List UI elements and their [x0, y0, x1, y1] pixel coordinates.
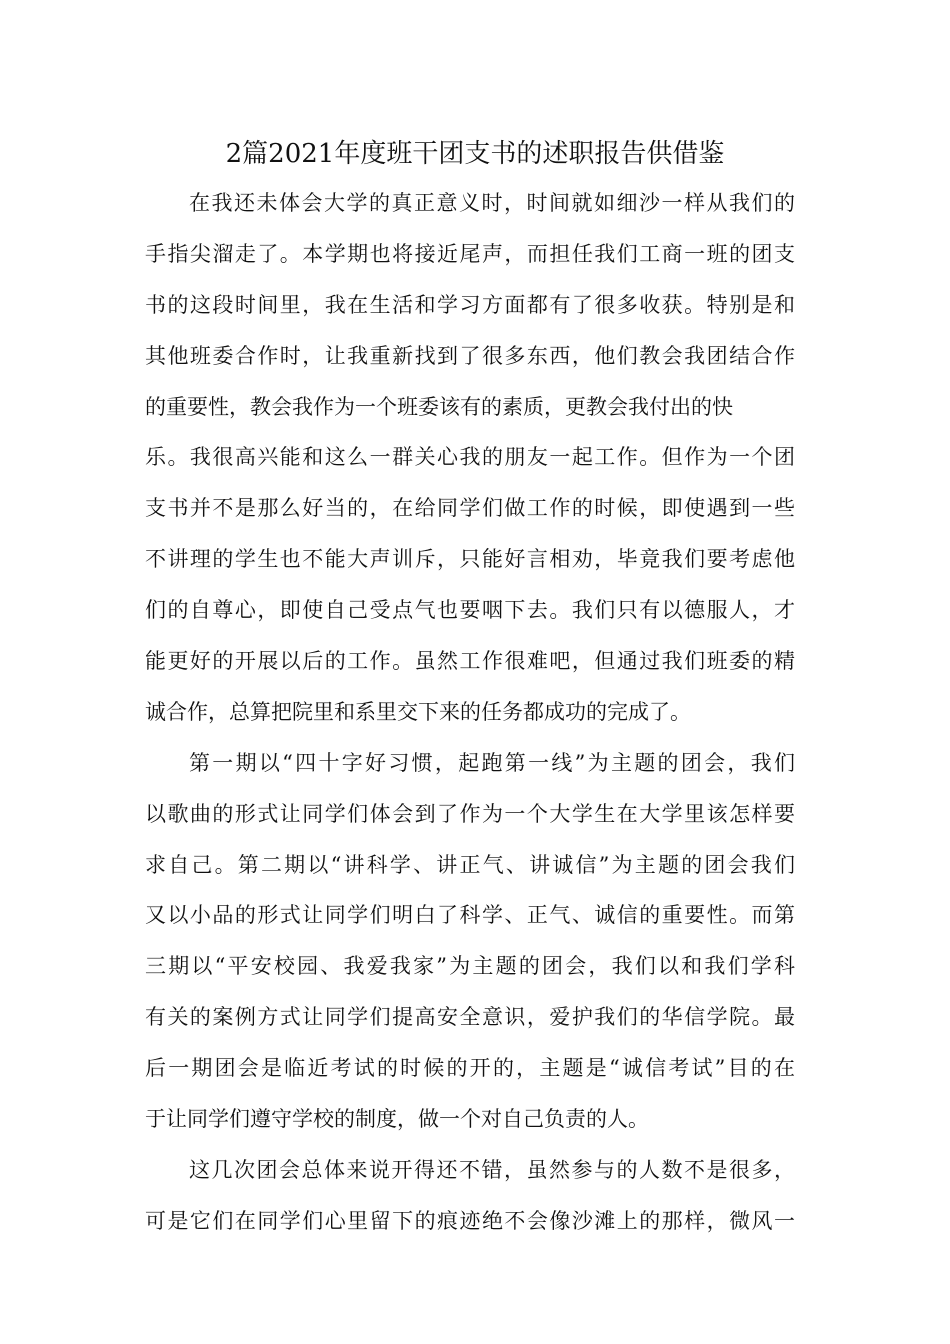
paragraph-line: 其他班委合作时，让我重新找到了很多东西，他们教会我团结合作 [145, 343, 795, 368]
paragraph-line: 有关的案例方式让同学们提高安全意识，爱护我们的华信学院。最 [145, 1005, 795, 1030]
paragraph-line: 第一期以“四十字好习惯，起跑第一线”为主题的团会，我们 [189, 750, 795, 775]
paragraph-line: 们的自尊心，即使自己受点气也要咽下去。我们只有以德服人，才 [145, 598, 795, 623]
paragraph-line: 的重要性，教会我作为一个班委该有的素质，更教会我付出的快 [145, 394, 733, 419]
paragraph-3 [145, 1145, 795, 1247]
paragraph-line: 书的这段时间里，我在生活和学习方面都有了很多收获。特别是和 [145, 292, 795, 317]
paragraph-line: 后一期团会是临近考试的时候的开的，主题是“诚信考试”目的在 [145, 1056, 795, 1081]
paragraph-line: 又以小品的形式让同学们明白了科学、正气、诚信的重要性。而第 [145, 903, 795, 928]
paragraph-line: 在我还未体会大学的真正意义时，时间就如细沙一样从我们的 [189, 191, 795, 215]
document-body [145, 178, 795, 1247]
paragraph-line: 求自己。第二期以“讲科学、讲正气、讲诚信”为主题的团会我们 [145, 852, 795, 877]
paragraph-line: 诚合作，总算把院里和系里交下来的任务都成功的完成了。 [145, 699, 691, 724]
paragraph-line: 支书并不是那么好当的，在给同学们做工作的时候，即使遇到一些 [145, 496, 795, 521]
paragraph-line: 三期以“平安校园、我爱我家”为主题的团会，我们以和我们学科 [145, 954, 795, 979]
paragraph-line: 这几次团会总体来说开得还不错，虽然参与的人数不是很多， [189, 1157, 795, 1182]
document-title: 2篇2021年度班干团支书的述职报告供借鉴 [225, 139, 725, 169]
paragraph-line: 以歌曲的形式让同学们体会到了作为一个大学生在大学里该怎样要 [145, 801, 795, 826]
paragraph-1 [145, 178, 795, 738]
paragraph-line: 乐。我很高兴能和这么一群关心我的朋友一起工作。但作为一个团 [145, 445, 795, 470]
paragraph-line: 不讲理的学生也不能大声训斥，只能好言相劝，毕竟我们要考虑他 [145, 547, 795, 572]
paragraph-line: 能更好的开展以后的工作。虽然工作很难吧，但通过我们班委的精 [145, 649, 795, 674]
paragraph-line: 可是它们在同学们心里留下的痕迹绝不会像沙滩上的那样，微风一 [145, 1208, 795, 1233]
paragraph-line: 于让同学们遵守学校的制度，做一个对自己负责的人。 [145, 1107, 649, 1132]
paragraph-line: 手指尖溜走了。本学期也将接近尾声，而担任我们工商一班的团支 [145, 241, 795, 266]
paragraph-2 [145, 738, 795, 1145]
